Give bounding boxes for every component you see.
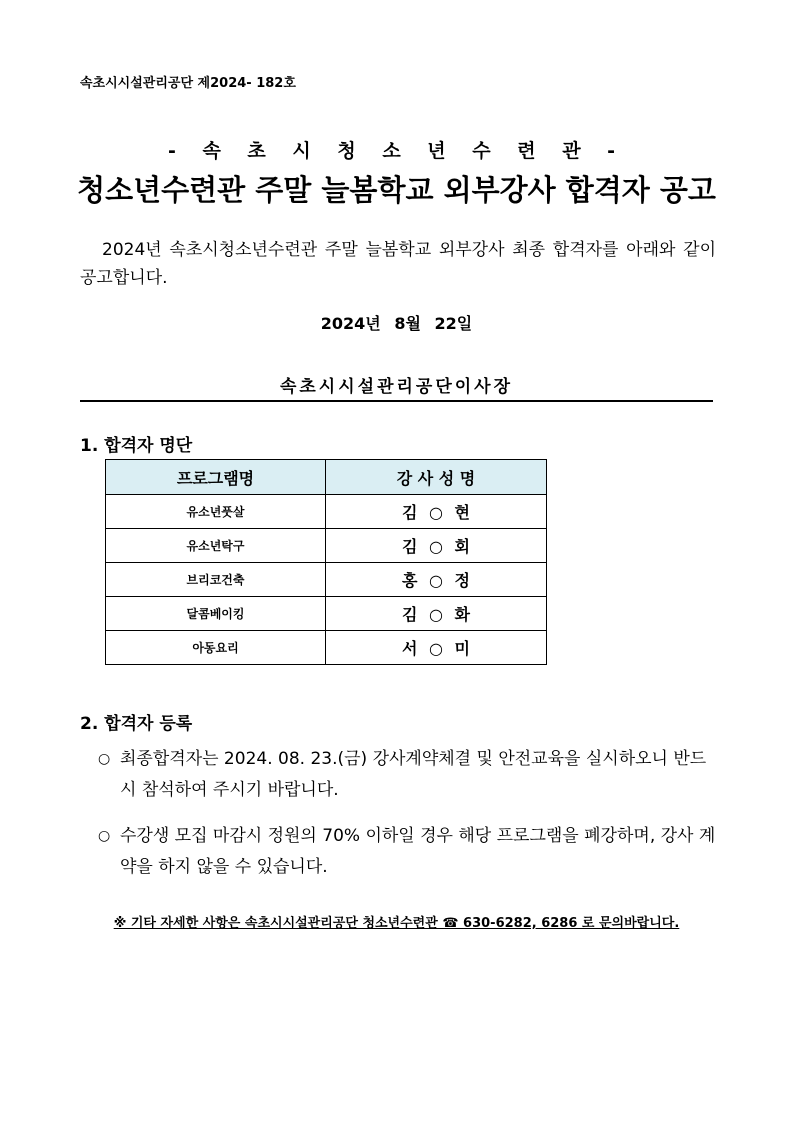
table-row	[106, 631, 547, 665]
instructor-cell: 김 ○ 현	[326, 495, 547, 529]
table-row	[106, 529, 547, 563]
instructor-cell: 김 ○ 회	[326, 529, 547, 563]
instructor-cell: 서 ○ 미	[326, 631, 547, 665]
program-cell: 브리코건축	[106, 563, 326, 597]
table-row	[106, 495, 547, 529]
bullet-text: 수강생 모집 마감시 정원의 70% 이하일 경우 해당 프로그램을 폐강하며, 강사 계약을 하지 않을 수 있습니다.	[120, 826, 716, 877]
section1-heading: 1. 합격자 명단	[80, 436, 193, 456]
organization-subtitle: - 속 초 시 청 소 년 수 련 관 -	[167, 140, 626, 162]
bullet-text: 최종합격자는 2024. 08. 23.(금) 강사계약체결 및 안전교육을 실시하오니 반드시 참석하여 주시기 바랍니다.	[120, 749, 707, 800]
contact-note: ※ 기타 자세한 사항은 속초시시설관리공단 청소년수련관 ☎ 630-6282, 6286 로 문의바랍니다.	[113, 916, 680, 931]
table-header-row	[106, 460, 547, 495]
issuer-name: 속초시시설관리공단이사장	[279, 377, 514, 397]
circle-bullet-icon: ○	[98, 751, 111, 767]
instructor-cell: 김 ○ 화	[326, 597, 547, 631]
section2-heading: 2. 합격자 등록	[80, 714, 193, 734]
intro-paragraph: 2024년 속초시청소년수련관 주말 늘봄학교 외부강사 최종 합격자를 아래와 같이 공고합니다.	[80, 240, 716, 288]
table-row	[106, 563, 547, 597]
column-header-program: 프로그램명	[106, 460, 326, 495]
divider	[80, 400, 713, 402]
column-header-name: 강 사 성 명	[326, 460, 547, 495]
program-cell: 달콤베이킹	[106, 597, 326, 631]
instructor-cell: 홍 ○ 정	[326, 563, 547, 597]
list-item	[98, 744, 718, 806]
page-title: 청소년수련관 주말 늘봄학교 외부강사 합격자 공고	[77, 173, 716, 207]
program-cell: 유소년탁구	[106, 529, 326, 563]
results-table	[105, 459, 547, 665]
circle-bullet-icon: ○	[98, 828, 111, 844]
table-row	[106, 597, 547, 631]
document-number: 속초시시설관리공단 제2024- 182호	[80, 76, 296, 91]
announcement-date: 2024년 8월 22일	[320, 314, 473, 333]
list-item	[98, 821, 718, 883]
program-cell: 유소년풋살	[106, 495, 326, 529]
program-cell: 아동요리	[106, 631, 326, 665]
